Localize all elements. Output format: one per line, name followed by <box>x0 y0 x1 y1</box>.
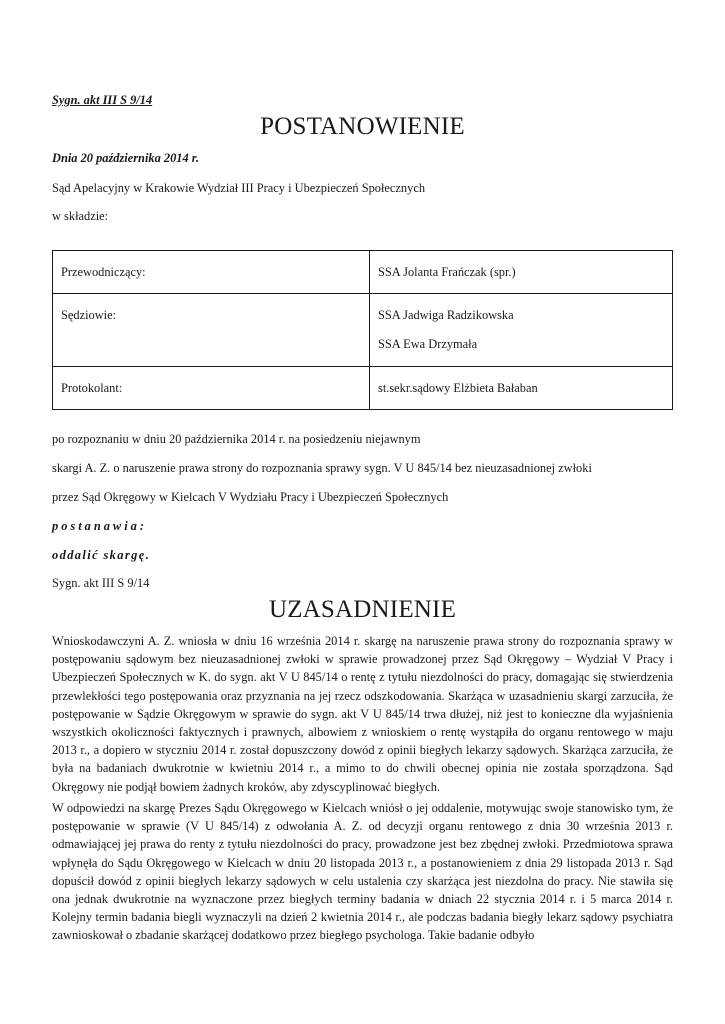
justification-title: UZASADNIENIE <box>268 596 457 623</box>
composition-label: w składzie: <box>52 209 109 223</box>
chair-name: SSA Jolanta Frańczak (spr.) <box>370 251 673 294</box>
panel-row-judges <box>53 294 673 367</box>
panel-row-chair <box>53 251 673 294</box>
justification-paragraph-2: W odpowiedzi na skargę Prezes Sądu Okręgowego w Kielcach wniósł o jej oddalenie, motywując swoje stanowisko tym, że postępowanie w sprawie (V U 845/14) z odwołania A. Z. od decyzji organu rentowego z dnia 30 września 2013 r. odmawiającej jej prawa do renty z tytułu niezdolności do pracy, prowadzone jest bez zbędnej zwłoki. Przedmiotowa sprawa wpłynęła do Sądu Okręgowego w Kielcach w dniu 20 listopada 2013 r., a postanowieniem z dnia 29 listopada 2013 r. Sąd dopuścił dowód z opinii biegłych lekarzy sądowych w celu ustalenia czy skarżąca jest niezdolna do pracy. Nie stawiła się ona jednak dwukrotnie na wyznaczone przez biegłych terminy badania w dniach 22 stycznia 2014 r. i 5 marca 2014 r. Kolejny termin badania biegli wyznaczyli na dzień 2 kwietnia 2014 r., ale podczas badania biegły lekarz sądowy psychiatra zawnioskował o zbadanie skarżącej dodatkowo przez biegłego psychologa. Takie badanie odbyło <box>52 801 673 943</box>
decision-date: Dnia 20 października 2014 r. <box>52 151 199 165</box>
judge-1-name: SSA Jadwiga Radzikowska <box>378 308 514 322</box>
judge-2-name: SSA Ewa Drzymała <box>378 337 478 351</box>
justification-paragraph-1: Wnioskodawczyni A. Z. wniosła w dniu 16 września 2014 r. skargę na naruszenie prawa strony do rozpoznania sprawy w postępowaniu sądowym bez nieuzasadnionej zwłoki w sprawie prowadzonej przez Sąd Okręgowy – Wydział V Pracy i Ubezpieczeń Społecznych w K. do sygn. akt V U 845/14 o rentę z tytułu niezdolności do pracy, domagając się stwierdzenia przewlekłości tego postępowania oraz przyznania na jej rzecz odszkodowania. Skarżąca w uzasadnieniu skargi zarzuciła, że postępowanie w Sądzie Okręgowym w sprawie do sygn. akt V U 845/14 trwa dłużej, niż jest to konieczne dla wyjaśnienia wszystkich okoliczności faktycznych i prawnych, albowiem z wnioskiem o rentę wystąpiła do organu rentowego w maju 2013 r., a dopiero w styczniu 2014 r. został dopuszczony dowód z opinii biegłych lekarzy sądowych. Skarżąca zarzuciła, że była na badaniach dwukrotnie w kwietniu 2014 r., a mimo to do chwili obecnej opinia nie została sporządzona. Sąd Okręgowy nie podjął bowiem żadnych kroków, aby zdyscyplinować biegłych. <box>52 634 673 794</box>
case-number-2: Sygn. akt III S 9/14 <box>52 576 150 590</box>
panel-row-clerk <box>53 367 673 410</box>
decision-line-2: skargi A. Z. o naruszenie prawa strony do rozpoznania sprawy sygn. V U 845/14 bez nieuzasadnionej zwłoki <box>52 461 592 475</box>
panel-table <box>52 250 673 410</box>
chair-role: Przewodniczący: <box>53 251 370 294</box>
document-title: POSTANOWIENIE <box>260 113 465 140</box>
judges-names <box>370 294 673 367</box>
resolves-heading: postanawia: <box>52 519 147 533</box>
decision-line-1: po rozpoznaniu w dniu 20 października 2014 r. na posiedzeniu niejawnym <box>52 432 421 446</box>
court-name: Sąd Apelacyjny w Krakowie Wydział III Pracy i Ubezpieczeń Społecznych <box>52 181 426 195</box>
case-number: Sygn. akt III S 9/14 <box>52 93 153 107</box>
ruling-text: oddalić skargę. <box>52 548 151 562</box>
clerk-name: st.sekr.sądowy Elżbieta Bałaban <box>370 367 673 410</box>
judges-role: Sędziowie: <box>53 294 370 367</box>
decision-line-3: przez Sąd Okręgowy w Kielcach V Wydziału Pracy i Ubezpieczeń Społecznych <box>52 490 449 504</box>
clerk-role: Protokolant: <box>53 367 370 410</box>
